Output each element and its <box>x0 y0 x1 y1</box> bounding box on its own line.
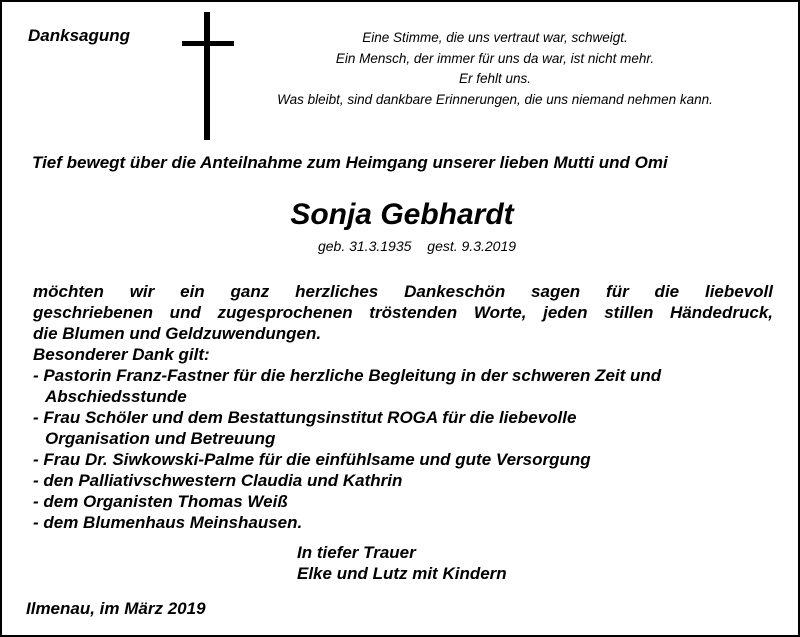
closing-line: In tiefer Trauer <box>297 543 416 562</box>
thanks-line: die Blumen und Geldzuwendungen. <box>33 324 322 343</box>
special-thanks-heading: Besonderer Dank gilt: <box>33 345 210 364</box>
thanks-paragraph <box>33 281 773 344</box>
list-item-continued: Organisation und Betreuung <box>45 429 276 448</box>
cross-icon <box>182 12 234 140</box>
special-thanks <box>33 344 773 533</box>
list-item: - dem Organisten Thomas Weiß <box>33 492 288 511</box>
heading: Danksagung <box>28 26 131 45</box>
poem-line: Was bleibt, sind dankbare Erinnerungen, die uns niemand nehmen kann. <box>277 91 713 107</box>
life-dates <box>2 238 800 254</box>
poem <box>252 28 738 110</box>
deceased-name: Sonja Gebhardt <box>290 198 514 231</box>
list-item: - Frau Schöler und dem Bestattungsinstitut ROGA für die liebevolle <box>33 408 577 427</box>
poem-line: Ein Mensch, der immer für uns da war, ist nicht mehr. <box>335 50 655 66</box>
thanks-line: möchten wir ein ganz herzliches Dankeschön sagen für die liebevoll <box>33 282 773 301</box>
thanks-line: geschriebenen und zugesprochenen tröstenden Worte, jeden stillen Händedruck, <box>33 303 773 322</box>
list-item: - Frau Dr. Siwkowski-Palme für die einfühlsame und gute Versorgung <box>33 450 591 469</box>
signature-line: Elke und Lutz mit Kindern <box>297 564 507 583</box>
list-item: - Pastorin Franz-Fastner für die herzliche Begleitung in der schweren Zeit und <box>33 366 662 385</box>
place-date: Ilmenau, im März 2019 <box>26 599 206 618</box>
death-date: gest. 9.3.2019 <box>427 238 517 254</box>
poem-line: Er fehlt uns. <box>458 71 532 86</box>
birth-date: geb. 31.3.1935 <box>317 238 412 254</box>
closing <box>297 542 507 584</box>
intro-text: Tief bewegt über die Anteilnahme zum Heimgang unserer lieben Mutti und Omi <box>32 153 668 172</box>
list-item: - dem Blumenhaus Meinshausen. <box>33 513 303 532</box>
list-item: - den Palliativschwestern Claudia und Kathrin <box>33 471 403 490</box>
poem-line: Eine Stimme, die uns vertraut war, schweigt. <box>362 30 628 45</box>
list-item-continued: Abschiedsstunde <box>45 387 187 406</box>
